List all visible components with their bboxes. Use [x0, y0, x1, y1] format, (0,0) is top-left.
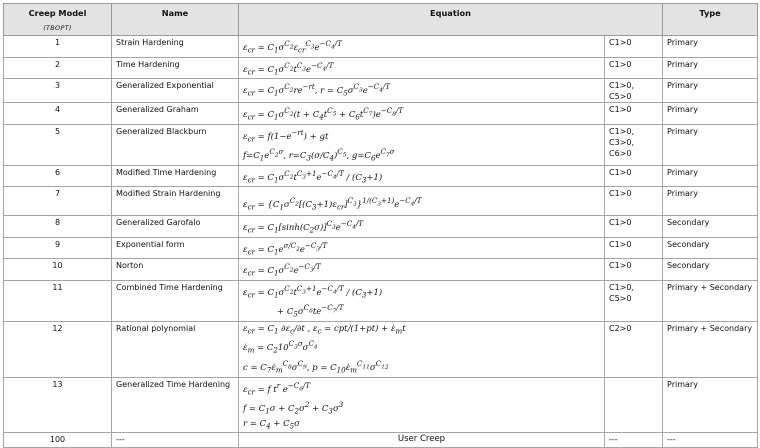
equation-line: $\varepsilon_{cr} = C_1[\sinh(C_2\sigma)]^{C_3}e^{-C_4/T}$	[243, 219, 364, 235]
condition: C1>0	[605, 187, 663, 216]
creep-type: Primary	[663, 165, 758, 187]
equation-line: $\varepsilon_{cr} = C_1\sigma^{C_2}t^{C_3+1}e^{-C_4/T} / (C_3+1)$	[243, 168, 383, 185]
condition: C1>0	[605, 57, 663, 79]
equation-line: $c = C_7\varepsiloṅ_m^{C_8}\sigma^{C_9}$, $p = C_{10}\varepsiloṅ_m^{C_{11}}\sigma^{C_{12}}$	[243, 358, 389, 375]
equation-line: + $C_5\sigma^{C_6}te^{-C_7/T}$	[277, 303, 344, 319]
creep-type: Primary + Secondary	[663, 280, 758, 321]
equation-cell	[239, 103, 605, 125]
model-number: 4	[4, 103, 112, 125]
header-tbopt: (TBOPT)	[43, 24, 72, 32]
condition: C1>0	[605, 165, 663, 187]
table-row	[4, 237, 758, 259]
equation-line: $\varepsilon_{cr} = C_1\sigma^{C_2}re^{-rt}$, $r = C_5\sigma^{C_3}e^{-C_4/T}$	[243, 82, 390, 98]
equation-line: $\varepsilon_{cr} = C_1\sigma^{C_2}(t + C_4t^{C_5} + C_6t^{C_7})e^{-C_8/T}$	[243, 106, 404, 122]
model-name: Exponential form	[112, 237, 239, 259]
equation-cell	[239, 237, 605, 259]
condition: C1>0, C3>0, C6>0	[605, 124, 663, 165]
model-name: Generalized Garofalo	[112, 216, 239, 238]
model-number: 3	[4, 79, 112, 103]
model-number: 1	[4, 36, 112, 58]
creep-type: Secondary	[663, 259, 758, 281]
equation-line: $\varepsilon_{cr} = \{C_1\sigma^{C_2}[(C_3+1)\varepsilon_{cr}]^{C_3}\}^{1/(C_3+1)}e^{-C_4/T}$	[243, 196, 422, 212]
condition: C1>0	[605, 36, 663, 58]
model-number: 2	[4, 57, 112, 79]
equation-line: $f=C_1e^{C_2\sigma}$, $r=C_3(\sigma/C_4)^{C_5}$, $g=C_6e^{C_7\sigma}$	[243, 147, 395, 163]
header-creep-model: Creep Model (TBOPT)	[4, 4, 112, 36]
model-name: Combined Time Hardening	[112, 280, 239, 321]
model-name: ---	[112, 433, 239, 448]
equation-cell	[239, 57, 605, 79]
condition: ---	[605, 433, 663, 448]
condition: C1>0	[605, 103, 663, 125]
equation-line: $\varepsilon_{cr} = f(1-e^{-rt})$ + gt	[243, 127, 329, 144]
equation-cell	[239, 259, 605, 281]
condition: C2>0	[605, 321, 663, 377]
model-number: 10	[4, 259, 112, 281]
table-row	[4, 165, 758, 187]
model-number: 6	[4, 165, 112, 187]
condition: C1>0, C5>0	[605, 79, 663, 103]
condition: C1>0, C5>0	[605, 280, 663, 321]
equation-line: $\varepsilon_{cr} = C_1e^{\sigma/C_2}e^{-C_3/T}$	[243, 240, 328, 257]
model-number: 7	[4, 187, 112, 216]
equation-cell	[239, 187, 605, 216]
equation-cell	[239, 79, 605, 103]
table-row	[4, 433, 758, 448]
equation-cell	[239, 321, 605, 377]
creep-type: Secondary	[663, 216, 758, 238]
equation-cell	[239, 36, 605, 58]
model-name: Modified Time Hardening	[112, 165, 239, 187]
equation-line: $\varepsilon_{cr} = C_1\sigma^{C_2}\varepsilon_{cr}^{C_3}e^{-C_4/T}$	[243, 39, 342, 55]
header-row	[4, 4, 758, 36]
creep-type: Primary	[663, 79, 758, 103]
model-number: 100	[4, 433, 112, 448]
equation-cell	[239, 280, 605, 321]
creep-type: Secondary	[663, 237, 758, 259]
user-creep-cell: User Creep	[239, 433, 605, 448]
model-number: 11	[4, 280, 112, 321]
model-name: Time Hardening	[112, 57, 239, 79]
equation-line: $\varepsilon_{cr} = C_1$ $\partial\varepsilon_c/\partial t$ , $\varepsilon_c = cpt/(1+pt)$ + $\varepsiloṅ_mt$	[243, 323, 406, 336]
table-row	[4, 259, 758, 281]
table-row	[4, 187, 758, 216]
table-row	[4, 280, 758, 321]
creep-type: Primary	[663, 187, 758, 216]
table-row	[4, 124, 758, 165]
equation-cell	[239, 377, 605, 433]
table-row	[4, 216, 758, 238]
condition: C1>0	[605, 237, 663, 259]
creep-model-table	[3, 3, 758, 448]
equation-cell	[239, 165, 605, 187]
condition: C1>0	[605, 259, 663, 281]
equation-line: $f = C_1\sigma + C_2\sigma^2 + C_3\sigma^3$	[243, 400, 344, 416]
creep-type: Primary	[663, 57, 758, 79]
table-row	[4, 377, 758, 433]
creep-type: Primary	[663, 36, 758, 58]
model-name: Generalized Time Hardening	[112, 377, 239, 433]
model-number: 9	[4, 237, 112, 259]
creep-type: Primary	[663, 124, 758, 165]
model-name: Rational polynomial	[112, 321, 239, 377]
header-name: Name	[112, 4, 239, 36]
model-name: Norton	[112, 259, 239, 281]
equation-line: $\varepsilon_{cr} = f$ $t^r$ $e^{-C_6/T}$	[243, 380, 311, 397]
model-number: 12	[4, 321, 112, 377]
equation-line: $r = C_4 + C_5\sigma$	[243, 418, 300, 431]
model-name: Modified Strain Hardening	[112, 187, 239, 216]
model-name: Generalized Graham	[112, 103, 239, 125]
model-number: 8	[4, 216, 112, 238]
table-row	[4, 103, 758, 125]
header-equation: Equation	[239, 4, 663, 36]
model-number: 13	[4, 377, 112, 433]
equation-cell	[239, 216, 605, 238]
model-name: Generalized Exponential	[112, 79, 239, 103]
table-row	[4, 57, 758, 79]
condition: C1>0	[605, 216, 663, 238]
equation-line: $\varepsilon_{cr} = C_1\sigma^{C_2}t^{C_3+1}e^{-C_4/T} / (C_3+1)$	[243, 283, 383, 300]
creep-type: ---	[663, 433, 758, 448]
creep-type: Primary	[663, 103, 758, 125]
table-row	[4, 321, 758, 377]
model-name: Generalized Blackburn	[112, 124, 239, 165]
header-type: Type	[663, 4, 758, 36]
condition	[605, 377, 663, 433]
model-name: Strain Hardening	[112, 36, 239, 58]
equation-cell	[239, 124, 605, 165]
creep-type: Primary	[663, 377, 758, 433]
equation-line: $\varepsilon_{cr} = C_1\sigma^{C_2}t^{C_3}e^{-C_4/T}$	[243, 60, 334, 77]
model-number: 5	[4, 124, 112, 165]
equation-line: $\varepsiloṅ_m = C_210^{C_3\sigma}\sigma^{C_4}$	[243, 339, 318, 355]
creep-type: Primary + Secondary	[663, 321, 758, 377]
table-row	[4, 36, 758, 58]
table-row	[4, 79, 758, 103]
equation-line: $\varepsilon_{cr} = C_1\sigma^{C_2}e^{-C_3/T}$	[243, 262, 321, 278]
